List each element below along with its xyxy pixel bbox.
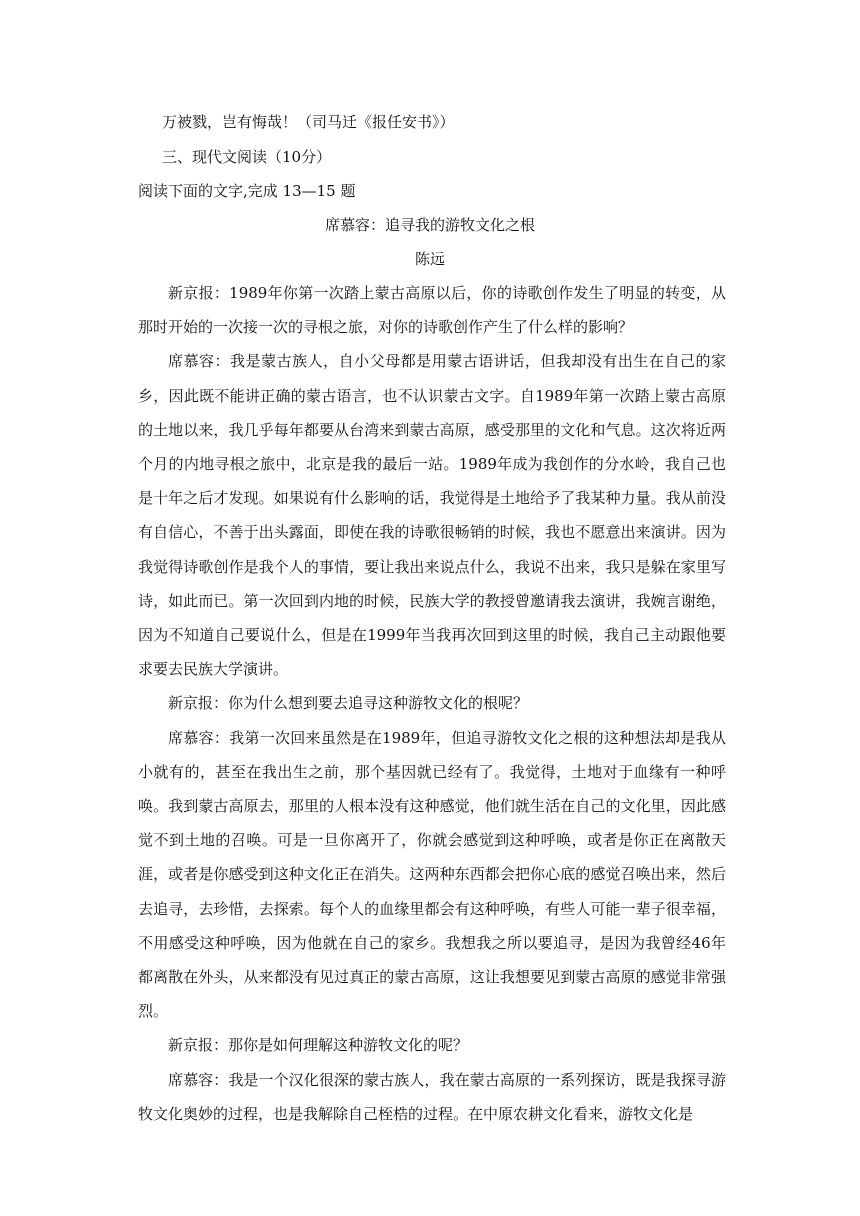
paragraph: 席慕容：我是一个汉化很深的蒙古族人，我在蒙古高原的一系列探访，既是我探寻游牧文化奥妙的过程，也是我解除自己桎梏的过程。在中原农耕文化看来，游牧文化是 — [138, 1070, 726, 1123]
continued-line: 万被戮，岂有悔哉！（司马迁《报任安书》） — [162, 113, 455, 131]
paragraph: 新京报：那你是如何理解这种游牧文化的呢？ — [168, 1036, 469, 1055]
paragraph: 新京报：1989年你第一次踏上蒙古高原以后，你的诗歌创作发生了明显的转变，从那时开始的一次接一次的寻根之旅，对你的诗歌创作产生了什么样的影响？ — [138, 284, 726, 337]
reading-instruction: 阅读下面的文字,完成 13—15 题 — [138, 182, 356, 200]
section-heading: 三、现代文阅读（10分） — [162, 148, 332, 166]
paragraph: 席慕容：我是蒙古族人，自小父母都是用蒙古语讲话，但我却没有出生在自己的家乡，因此既不能讲正确的蒙古语言，也不认识蒙古文字。自1989年第一次踏上蒙古高原的土地以来，我几乎每年都要从台湾来到蒙古高原，感受那里的文化和气息。这次将近两个月的内地寻根之旅中，北京是我的最后一站。1989年成为我创作的分水岭，我自己也是十年之后才发现。如果说有什么影响的话，我觉得是土地给予了我某种力量。我从前没有自信心，不善于出头露面，即使在我的诗歌很畅销的时候，我也不愿意出来演讲。因为我觉得诗歌创作是我个人的事情，要让我出来说点什么，我说不出来，我只是躲在家里写诗，如此而已。第一次回到内地的时候，民族大学的教授曾邀请我去演讲，我婉言谢绝，因为不知道自己要说什么，但是在1999年当我再次回到这里的时候，我自己主动跟他要求要去民族大学演讲。 — [138, 352, 726, 679]
paragraph: 席慕容：我第一次回来虽然是在1989年，但追寻游牧文化之根的这种想法却是我从小就有的，甚至在我出生之前，那个基因就已经有了。我觉得，土地对于血缘有一种呼唤。我到蒙古高原去，那里的人根本没有这种感觉，他们就生活在自己的文化里，因此感觉不到土地的召唤。可是一旦你离开了，你就会感觉到这种呼唤，或者是你正在离散天涯，或者是你感受到这种文化正在消失。这两种东西都会把你心底的感觉召唤出来，然后去追寻，去珍惜，去探索。每个人的血缘里都会有这种呼唤，有些人可能一辈子很幸福，不用感受这种呼唤，因为他就在自己的家乡。我想我之所以要追寻，是因为我曾经46年都离散在外头，从来都没有见过真正的蒙古高原，这让我想要见到蒙古高原的感觉非常强烈。 — [138, 728, 726, 1021]
article-author: 陈远 — [414, 250, 445, 268]
article-title: 席慕容：追寻我的游牧文化之根 — [324, 216, 535, 234]
article-body — [138, 276, 726, 1131]
paragraph: 新京报：你为什么想到要去追寻这种游牧文化的根呢？ — [168, 694, 529, 713]
